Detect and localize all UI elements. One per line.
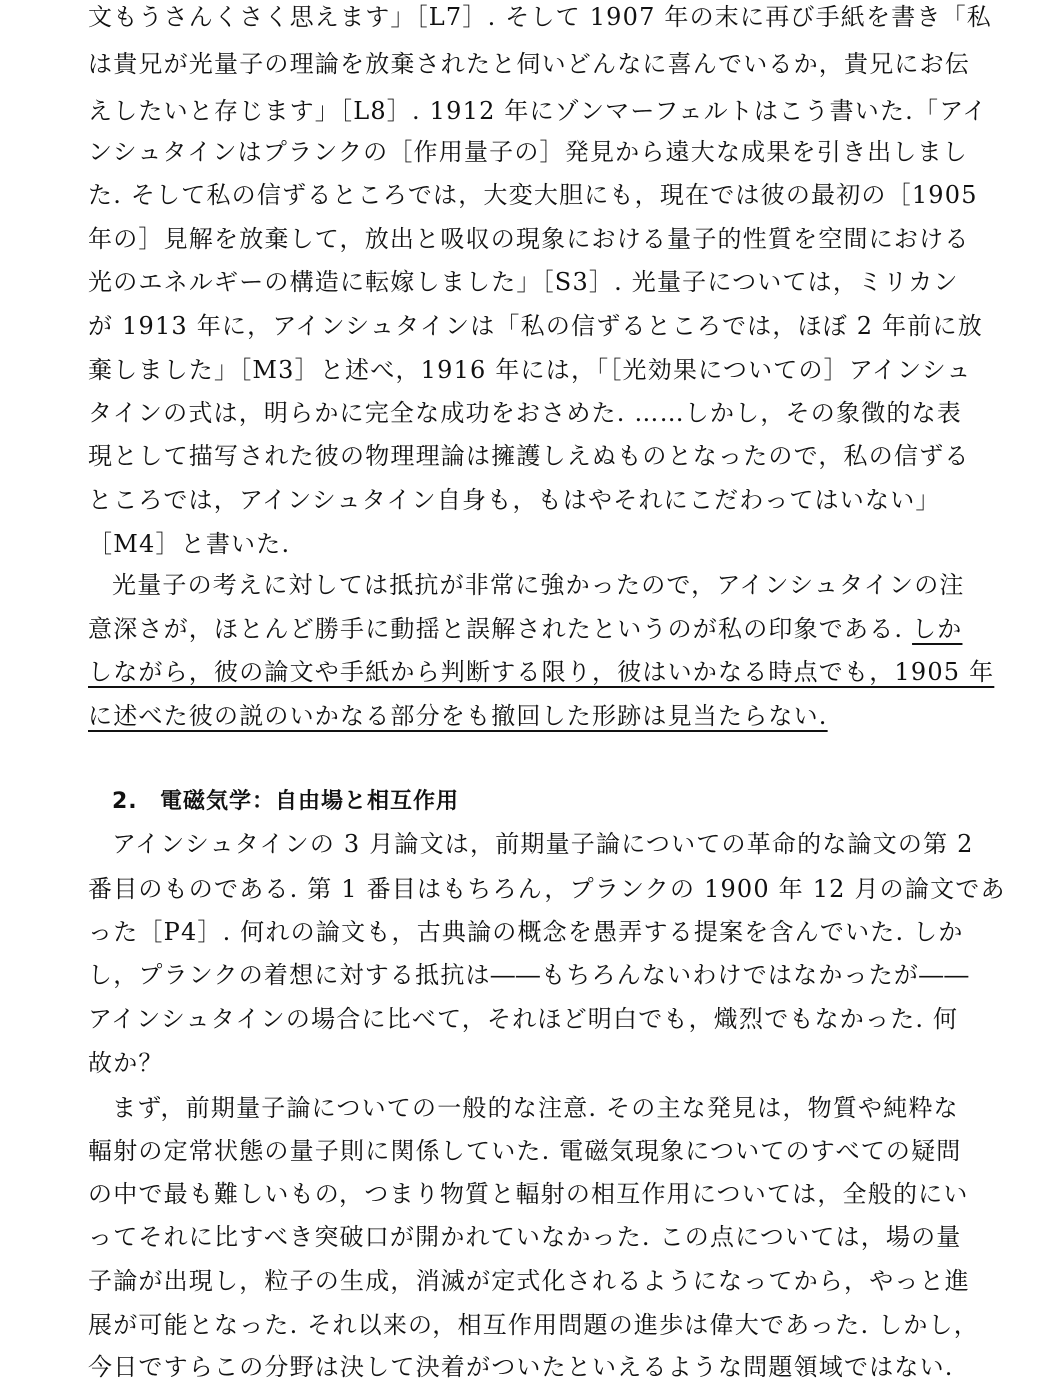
underlined-text: しながら，彼の論文や手紙から判断する限り，彼はいかなる時点でも，1905 年 xyxy=(88,658,995,686)
paragraph-4-line-2: 輻射の定常状態の量子則に関係していた. 電磁気現象についてのすべての疑問 xyxy=(88,1137,962,1165)
paragraph-1-line-9: 棄しました」［M3］と述べ，1916 年には，「［光効果についての］アインシュ xyxy=(88,356,972,384)
paragraph-1-line-5: た. そして私の信ずるところでは，大変大胆にも，現在では彼の最初の［1905 xyxy=(88,181,978,209)
underlined-text: に述べた彼の説のいかなる部分をも撤回した形跡は見当たらない. xyxy=(88,702,828,730)
paragraph-1-line-2: は貴兄が光量子の理論を放棄されたと伺いどんなに喜んでいるか，貴兄にお伝 xyxy=(88,50,970,78)
paragraph-4-line-4: ってそれに比すべき突破口が開かれていなかった. この点については，場の量 xyxy=(88,1223,962,1251)
paragraph-1-line-12: ところでは，アインシュタイン自身も，もはやそれにこだわってはいない」 xyxy=(88,486,941,514)
paragraph-4-line-7: 今日ですらこの分野は決して決着がついたといえるような問題領域ではない. xyxy=(88,1353,954,1381)
paragraph-4-line-5: 子論が出現し，粒子の生成，消滅が定式化されるようになってから，やっと進 xyxy=(88,1267,970,1295)
section-title: 電磁気学：自由場と相互作用 xyxy=(160,789,460,814)
section-number: 2. xyxy=(112,789,138,814)
paragraph-1-line-10: タインの式は，明らかに完全な成功をおさめた. ……しかし，その象徴的な表 xyxy=(88,399,962,427)
paragraph-1-line-1: 文もうさんくさく思えます」［L7］. そして 1907 年の末に再び手紙を書き「私 xyxy=(88,3,992,31)
paragraph-1-line-6: 年の］見解を放棄して，放出と吸収の現象における量子的性質を空間における xyxy=(88,225,970,253)
paragraph-1-line-4: ンシュタインはプランクの［作用量子の］発見から遠大な成果を引き出しまし xyxy=(88,138,968,166)
paragraph-4-line-3: の中で最も難しいもの，つまり物質と輻射の相互作用については，全般的にい xyxy=(88,1180,969,1208)
paragraph-3-line-6: 故か？ xyxy=(88,1049,164,1077)
paragraph-4-line-6: 展が可能となった. それ以来の，相互作用問題の進歩は偉大であった. しかし， xyxy=(88,1311,979,1339)
paragraph-3-line-3: った［P4］. 何れの論文も，古典論の概念を愚弄する提案を含んでいた. しか xyxy=(88,918,964,946)
paragraph-2-line-3 xyxy=(88,657,995,687)
paragraph-1-line-8: が 1913 年に，アインシュタインは「私の信ずるところでは，ほぼ 2 年前に放 xyxy=(88,312,983,340)
paragraph-4-line-1: まず，前期量子論についての一般的な注意. その主な発見は，物質や純粋な xyxy=(112,1094,959,1122)
paragraph-1-line-13: ［M4］と書いた. xyxy=(88,530,291,558)
paragraph-1-line-11: 現として描写された彼の物理理論は擁護しえぬものとなったので，私の信ずる xyxy=(88,442,970,470)
paragraph-2-line-2-plain: 意深さが，ほとんど勝手に動揺と誤解されたというのが私の印象である. xyxy=(88,615,913,643)
underlined-text: しか xyxy=(912,615,963,643)
paragraph-2-line-2 xyxy=(88,614,963,644)
paragraph-3-line-4: し，プランクの着想に対する抵抗は――もちろんないわけではなかったが―― xyxy=(88,961,970,989)
paragraph-2-line-4 xyxy=(88,701,956,731)
paragraph-2-line-1: 光量子の考えに対しては抵抗が非常に強かったので，アインシュタインの注 xyxy=(112,571,965,599)
paragraph-1-line-7: 光のエネルギーの構造に転嫁しました」［S3］. 光量子については，ミリカン xyxy=(88,268,959,296)
paragraph-3-line-1: アインシュタインの 3 月論文は，前期量子論についての革命的な論文の第 2 xyxy=(112,830,974,858)
section-heading xyxy=(112,787,459,817)
paragraph-3-line-2: 番目のものである. 第 1 番目はもちろん，プランクの 1900 年 12 月の論文であ xyxy=(88,875,1006,903)
paragraph-1-line-3: えしたいと存じます」［L8］. 1912 年にゾンマーフェルトはこう書いた.「アイ xyxy=(88,97,988,125)
paragraph-3-line-5: アインシュタインの場合に比べて，それほど明白でも，熾烈でもなかった. 何 xyxy=(88,1005,959,1033)
